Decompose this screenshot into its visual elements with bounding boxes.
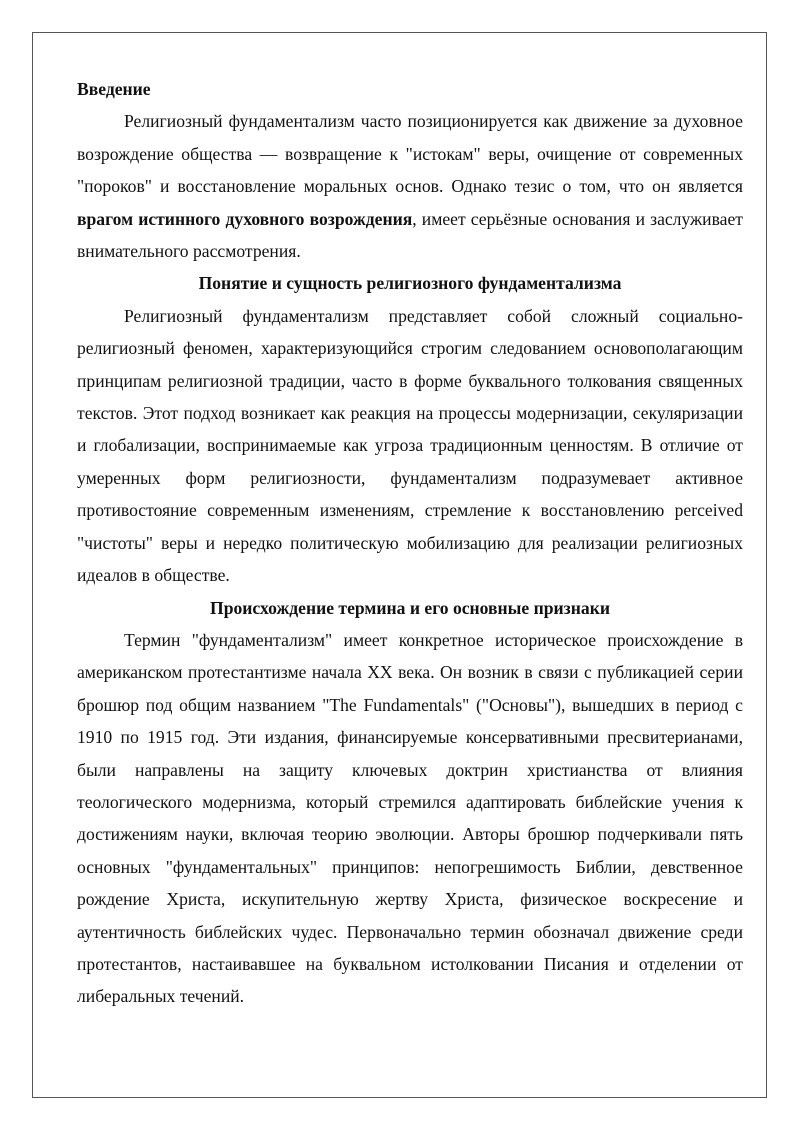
section2-paragraph: Термин "фундаментализм" имеет конкретное историческое происхождение в американском протестантизме начала XX века. Он возник в связи с публикацией серии брошюр под общим названием "The Fundamentals" ("Основы"), вышедших в период с 1910 по 1915 год. Эти издания, финансируемые консервативными пресвитерианами, были направлены на защиту ключевых доктрин христианства от влияния теологического модернизма, который стремился адаптировать библейские учения к достижениям науки, включая теорию эволюции. Авторы брошюр подчеркивали пять основных "фундаментальных" принципов: непогрешимость Библии, девственное рождение Христа, искупительную жертву Христа, физическое воскресение и аутентичность библейских чудес. Первоначально термин обозначал движение среди протестантов, настаивавшее на буквальном истолковании Писания и отделении от либеральных течений. (77, 629, 743, 1007)
intro-text-part1: Религиозный фундаментализм часто позиционируется как движение за духовное возрождение общества — возвращение к "истокам" веры, очищение от современных "пороков" и восстановление моральных основ. Однако тезис о том, что он является (77, 111, 743, 197)
section2-heading: Происхождение термина и его основные признаки (210, 597, 610, 618)
section1-heading: Понятие и сущность религиозного фундаментализма (198, 273, 622, 294)
intro-emphasis: врагом истинного духовного возрождения (77, 208, 413, 229)
intro-heading: Введение (77, 79, 151, 99)
intro-paragraph (77, 105, 743, 267)
intro-text-part2: , имеет серьёзные основания и заслуживает внимательного рассмотрения. (77, 208, 743, 262)
section1-paragraph: Религиозный фундаментализм представляет собой сложный социально-религиозный феномен, характеризующийся строгим следованием основополагающим принципам религиозной традиции, часто в форме буквального толкования священных текстов. Этот подход возникает как реакция на процессы модернизации, секуляризации и глобализации, воспринимаемые как угроза традиционным ценностям. В отличие от умеренных форм религиозности, фундаментализм подразумевает активное противостояние современным изменениям, стремление к восстановлению perceived "чистоты" веры и нередко политическую мобилизацию для реализации религиозных идеалов в обществе. (77, 305, 743, 586)
document-body (77, 73, 743, 1013)
